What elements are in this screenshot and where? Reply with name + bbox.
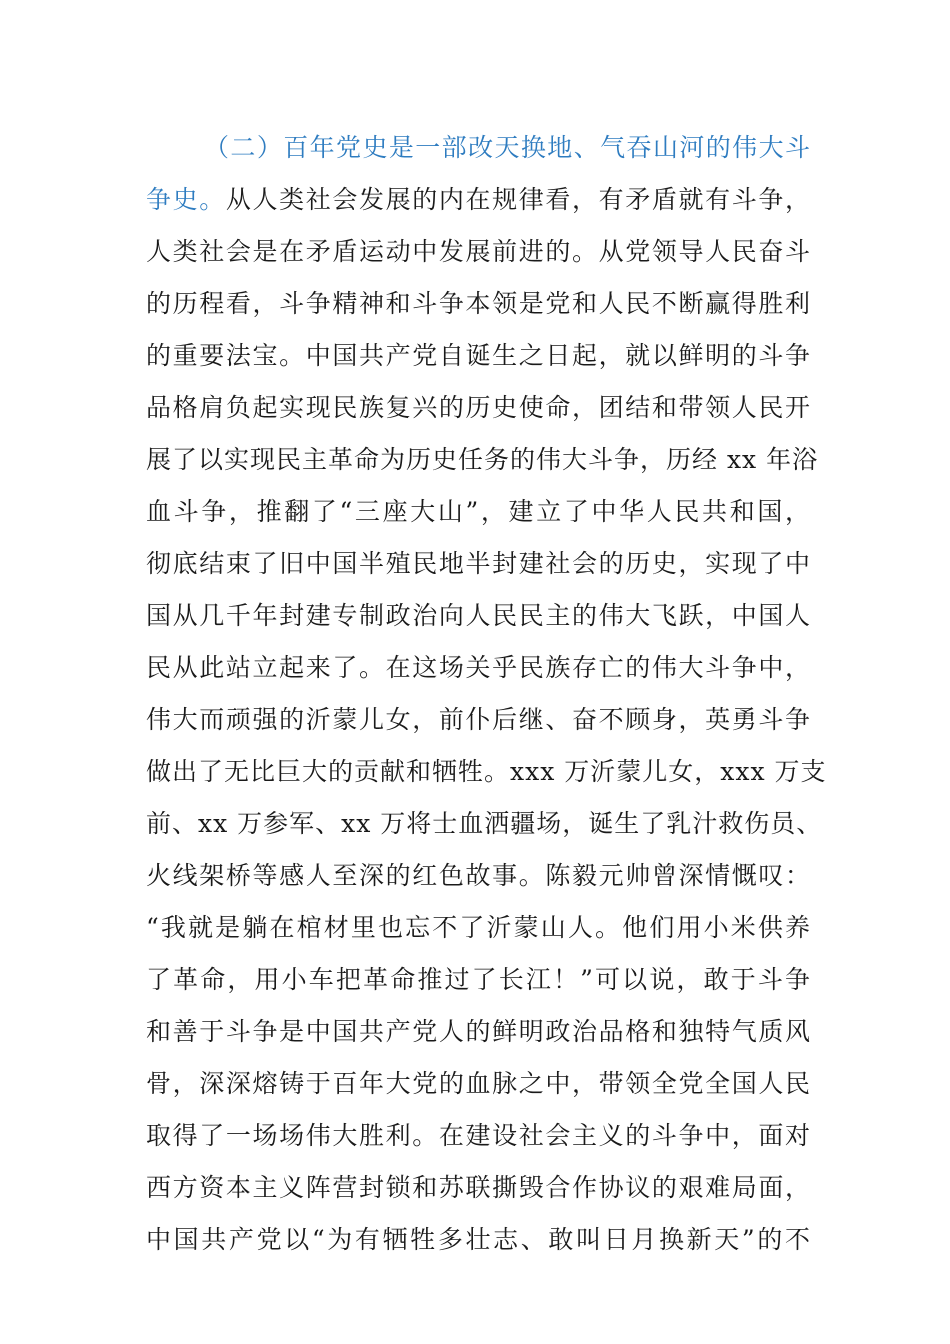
paragraph-line: 伟大而顽强的沂蒙儿女，前仆后继、奋不顾身，英勇斗争 <box>146 705 811 734</box>
paragraph-line: 展了以实现民主革命为历史任务的伟大斗争，历经 xx 年浴 <box>146 445 819 474</box>
paragraph-line: 和善于斗争是中国共产党人的鲜明政治品格和独特气质风 <box>146 1017 811 1046</box>
paragraph-line: 品格肩负起实现民族复兴的历史使命，团结和带领人民开 <box>146 393 811 422</box>
paragraph-line: 取得了一场场伟大胜利。在建设社会主义的斗争中，面对 <box>146 1121 811 1150</box>
paragraph-line: 国从几千年封建专制政治向人民民主的伟大飞跃，中国人 <box>146 601 811 630</box>
paragraph-line: 彻底结束了旧中国半殖民地半封建社会的历史，实现了中 <box>146 549 811 578</box>
paragraph-line: 人类社会是在矛盾运动中发展前进的。从党领导人民奋斗 <box>146 237 811 266</box>
paragraph-line: 火线架桥等感人至深的红色故事。陈毅元帅曾深情慨叹： <box>146 861 811 890</box>
section-heading-end: 争史。 <box>146 185 226 214</box>
paragraph-line: 血斗争，推翻了“三座大山”，建立了中华人民共和国， <box>146 497 811 526</box>
paragraph <box>146 128 827 1272</box>
paragraph-line: 骨，深深熔铸于百年大党的血脉之中，带领全党全国人民 <box>146 1069 811 1098</box>
paragraph-line: 前、xx 万参军、xx 万将士血洒疆场，诞生了乳汁救伤员、 <box>146 809 823 838</box>
paragraph-line: 西方资本主义阵营封锁和苏联撕毁合作协议的艰难局面， <box>146 1173 811 1202</box>
paragraph-line: 中国共产党以“为有牺牲多壮志、敢叫日月换新天”的不 <box>146 1225 811 1254</box>
paragraph-line: 的历程看，斗争精神和斗争本领是党和人民不断赢得胜利 <box>146 289 811 318</box>
paragraph-line: 的重要法宝。中国共产党自诞生之日起，就以鲜明的斗争 <box>146 341 811 370</box>
section-heading: （二）百年党史是一部改天换地、气吞山河的伟大斗 <box>204 133 811 162</box>
paragraph-line: “我就是躺在棺材里也忘不了沂蒙山人。他们用小米供养 <box>146 913 811 942</box>
paragraph-line: 做出了无比巨大的贡献和牺牲。xxx 万沂蒙儿女，xxx 万支 <box>146 757 827 786</box>
paragraph-line <box>146 180 811 232</box>
paragraph-text: 从人类社会发展的内在规律看，有矛盾就有斗争， <box>225 185 811 214</box>
paragraph-line: 了革命，用小车把革命推过了长江！”可以说，敢于斗争 <box>146 965 811 994</box>
paragraph-line: 民从此站立起来了。在这场关乎民族存亡的伟大斗争中， <box>146 653 811 682</box>
